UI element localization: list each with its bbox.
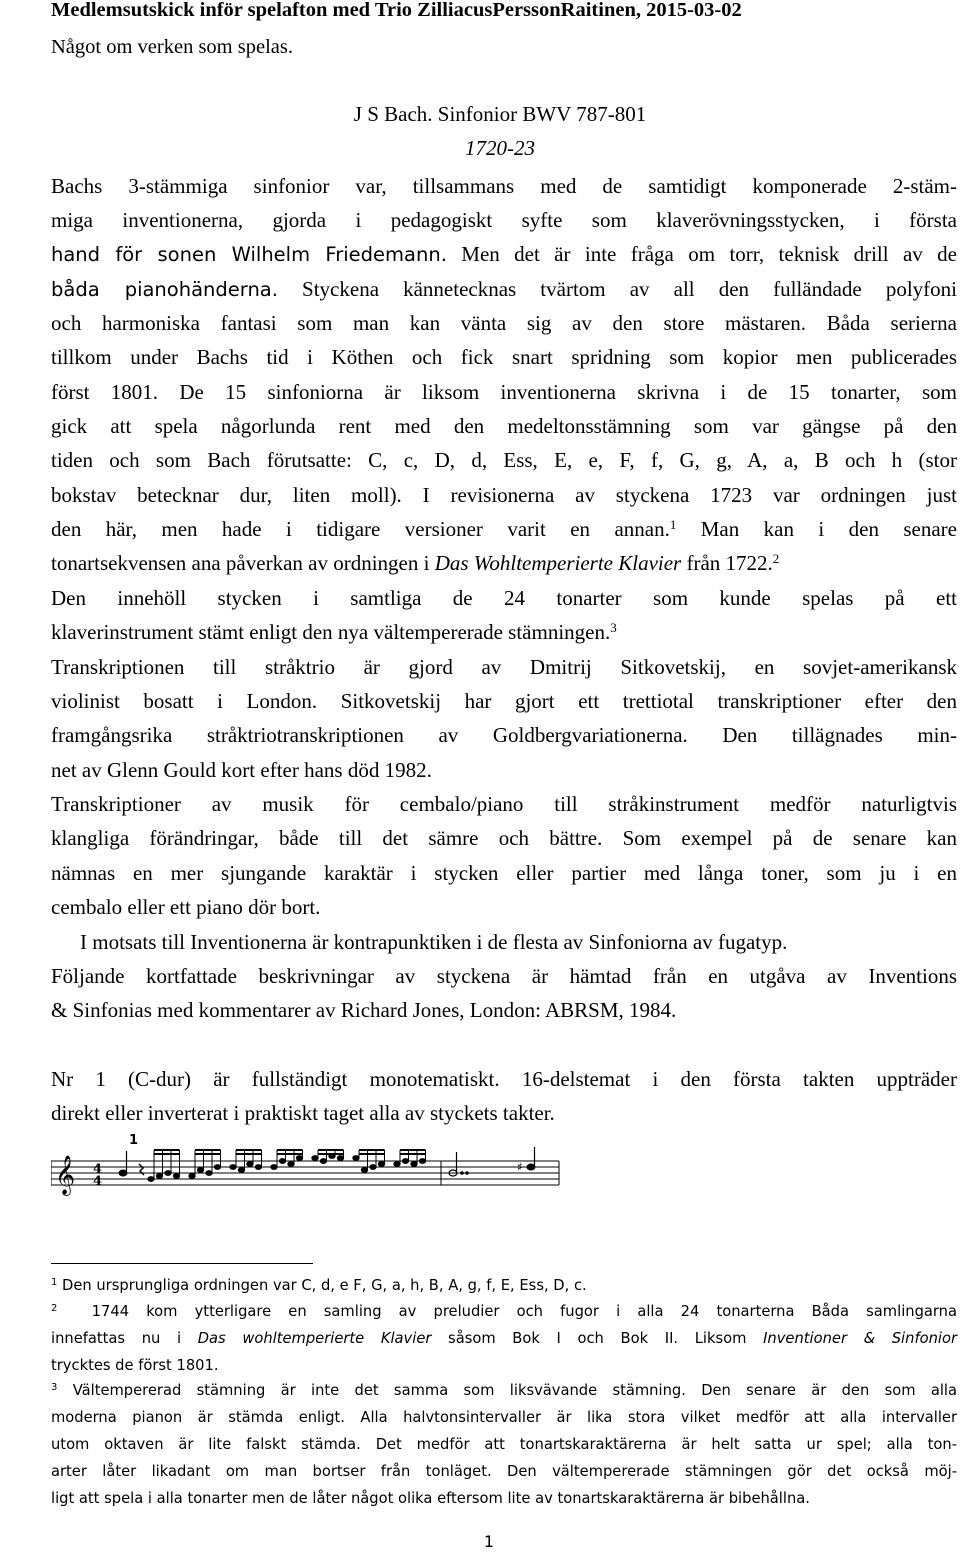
footnote-line: arter låter likadant om man bortser från tonläget. Den vältempererade stämningen gör det också möj- <box>51 1463 957 1480</box>
footnote-line: trycktes de först 1801. <box>51 1357 219 1374</box>
body-line: net av Glenn Gould kort efter hans död 1982. <box>51 758 432 782</box>
music-example-number: 1 <box>129 1133 139 1148</box>
body-line: direkt eller inverterat i praktiskt taget alla av styckets takter. <box>51 1101 555 1125</box>
beam <box>359 1149 385 1151</box>
footnote-1: $^1$ Den ursprungliga ordningen var C, d, e F, G, a, h, B, A, g, f, E, Ess, D, c. <box>51 1277 587 1294</box>
footnote-2: $^2$ 1744 kom ytterligare en samling av preludier och fugor i alla 24 tonarterna Båda samlingarna <box>51 1303 957 1320</box>
body-line: Transkriptioner av musik för cembalo/piano till stråkinstrument medför naturligtvis <box>51 792 957 816</box>
body-line: tillkom under Bachs tid i Köthen och fick snart spridning som kopior men publicerades <box>51 345 957 369</box>
body-line: & Sinfonias med kommentarer av Richard Jones, London: ABRSM, 1984. <box>51 998 677 1022</box>
note-head <box>527 1164 535 1170</box>
note-head <box>402 1159 408 1164</box>
note-head <box>353 1156 359 1161</box>
body-line: tonartsekvensen ana påverkan av ordningen i Das Wohltemperierte Klavier från 1722.$^2$ <box>51 551 780 575</box>
beam <box>277 1153 303 1155</box>
note-head <box>156 1174 162 1179</box>
body-line: båda pianohänderna. Styckena kännetecknas tvärtom av all den fulländade polyfoni <box>51 277 957 301</box>
beam <box>400 1149 426 1151</box>
note-head <box>197 1168 203 1173</box>
note-head <box>411 1162 417 1167</box>
body-line: och harmoniska fantasi som man kan vänta sig av den store mästaren. Båda serierna <box>51 311 957 335</box>
body-line: tiden och som Bach förutsatte: C, c, D, d, Ess, E, e, F, f, G, g, A, a, B och h (stor <box>51 448 957 472</box>
beam <box>195 1153 221 1155</box>
dot <box>461 1172 464 1175</box>
body-line: Transkriptionen till stråktrio är gjord av Dmitrij Sitkovetskij, en sovjet-amerikansk <box>51 655 957 679</box>
body-line: cembalo eller ett piano dör bort. <box>51 895 321 919</box>
beam <box>277 1149 303 1151</box>
time-signature-bottom: 4 <box>93 1174 103 1189</box>
beam <box>236 1149 262 1151</box>
body-line: Följande kortfattade beskrivningar av styckena är hämtad från en utgåva av Inventions <box>51 964 957 988</box>
beam <box>154 1149 180 1151</box>
note-head <box>214 1165 220 1170</box>
section-years: 1720-23 <box>465 136 535 160</box>
beam <box>195 1149 221 1151</box>
beam <box>236 1153 262 1155</box>
body-line: Bachs 3-stämmiga sinfonior var, tillsammans med de samtidigt komponerade 2-stäm- <box>51 174 957 198</box>
note-head <box>238 1168 244 1173</box>
music-example-image <box>51 1130 571 1200</box>
body-line: violinist bosatt i London. Sitkovetskij har gjort ett trettiotal transkriptioner efter den <box>51 689 958 713</box>
section-heading: J S Bach. Sinfonior BWV 787-801 <box>353 102 647 126</box>
footnote-line: innefattas nu i Das wohltemperierte Klavier såsom Bok I och Bok II. Liksom Inventioner & Sinfonior <box>51 1330 958 1347</box>
footnote-line: moderna pianon är stämda enligt. Alla halvtonsintervaller är lika stora vilket medför att alla intervaller <box>51 1409 957 1426</box>
document-title: Medlemsutskick inför spelafton med Trio ZilliacusPerssonRaitinen, 2015-03-02 <box>51 0 742 21</box>
footnote-ref: 2 <box>772 551 780 566</box>
note-head <box>119 1170 127 1176</box>
note-head <box>148 1177 154 1182</box>
note-head <box>279 1159 285 1164</box>
note-head <box>419 1159 425 1164</box>
footnote-separator <box>51 1263 313 1264</box>
footnote-ref: 3 <box>610 620 617 635</box>
treble-clef-icon: 𝄞 <box>55 1155 76 1195</box>
body-line: klaverinstrument stämt enligt den nya vältempererade stämningen.$^3$ <box>51 620 617 644</box>
footnote-line: utom oktaven är lite falskt stämda. Det medför att tonartskaraktärerna är helt satta ur spel; alla ton- <box>51 1436 957 1453</box>
beam <box>318 1153 344 1155</box>
beam <box>400 1153 426 1155</box>
note-head <box>312 1156 318 1161</box>
beam <box>318 1149 344 1151</box>
note-head <box>288 1162 294 1167</box>
body-line: gick att spela någorlunda rent med den medeltonsstämning som var gängse på den <box>51 414 957 438</box>
note-head <box>255 1165 261 1170</box>
body-line: miga inventionerna, gjorda i pedagogiskt syfte som klaverövningsstycken, i första <box>51 208 957 232</box>
footnote-line: ligt att spela i alla tonarter men de låter något olika eftersom lite av tonartskaraktärerna är bibehållna. <box>51 1490 810 1507</box>
body-line: klangliga förändringar, både till det sämre och bättre. Som exempel på de senare kan <box>51 826 957 850</box>
note-head <box>394 1162 400 1167</box>
document-subtitle: Något om verken som spelas. <box>51 36 293 58</box>
note-head <box>378 1162 384 1167</box>
note-head <box>173 1174 179 1179</box>
footnote-ref: 1 <box>669 517 677 532</box>
page-number: 1 <box>483 1532 495 1551</box>
dot <box>466 1172 469 1175</box>
body-line: den här, men hade i tidigare versioner varit en annan.$^1$ Man kan i den senare <box>51 517 957 541</box>
note-head <box>271 1165 277 1170</box>
note-head <box>320 1159 326 1164</box>
note-head <box>206 1171 212 1176</box>
time-signature-top: 4 <box>93 1162 103 1177</box>
body-line: framgångsrika stråktriotranskriptionen av Goldbergvariationerna. Den tillägnades min- <box>51 723 957 747</box>
note-head <box>247 1162 253 1167</box>
sharp-glyph: ♯ <box>517 1160 523 1174</box>
note-head <box>230 1165 236 1170</box>
body-line: Nr 1 (C-dur) är fullständigt monotematiskt. 16-delstemat i den första takten uppträder <box>51 1067 957 1091</box>
note-head <box>165 1171 171 1176</box>
body-line: Den innehöll stycken i samtliga de 24 tonarter som kunde spelas på ett <box>51 586 957 610</box>
body-line: bokstav betecknar dur, liten moll). I revisionerna av styckena 1723 var ordningen just <box>51 483 957 507</box>
note-head <box>361 1168 367 1173</box>
note-head <box>337 1156 343 1161</box>
note-head <box>370 1165 376 1170</box>
body-line: I motsats till Inventionerna är kontrapunktiken i de flesta av Sinfoniorna av fugatyp. <box>80 930 788 954</box>
beam <box>154 1153 180 1155</box>
body-line: nämnas en mer sjungande karaktär i stycken eller partier med långa toner, som ju i en <box>51 861 957 885</box>
body-line: hand för sonen Wilhelm Friedemann. Men det är inte fråga om torr, teknisk drill av de <box>51 242 957 266</box>
footnote-3: $^3$ Vältempererad stämning är inte det samma som liksvävande stämning. Den senare är den som alla <box>51 1382 957 1399</box>
beam <box>359 1153 385 1155</box>
note-head <box>296 1156 302 1161</box>
note-head <box>189 1174 195 1179</box>
body-line: först 1801. De 15 sinfoniorna är liksom inventionerna skrivna i de 15 tonarter, som <box>51 380 957 404</box>
